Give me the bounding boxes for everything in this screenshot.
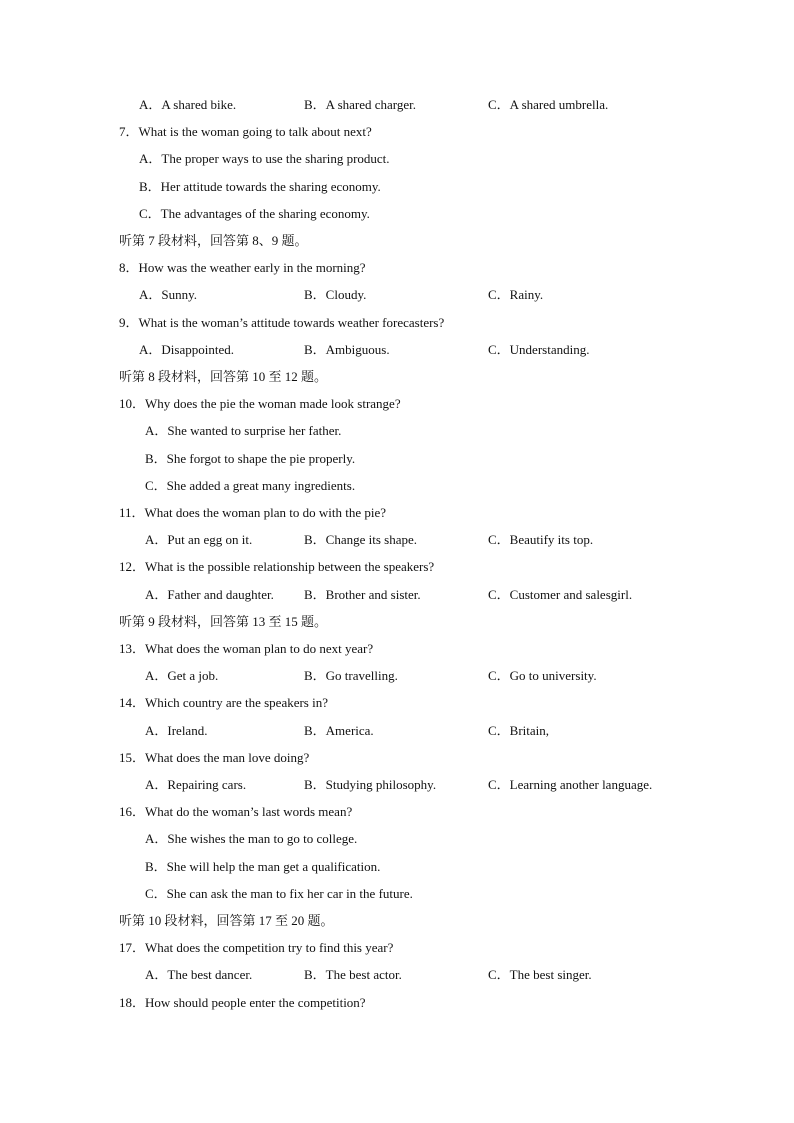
answer-option-row <box>0 149 794 169</box>
answer-options-row <box>0 965 794 985</box>
answer-options-row <box>0 530 794 550</box>
question-text: 12．What is the possible relationship between the speakers? <box>119 559 435 574</box>
question-text: 8．How was the weather early in the morning? <box>119 260 366 275</box>
option-b: B．Studying philosophy. <box>304 777 437 792</box>
answer-options-row <box>0 775 794 795</box>
option-a: A．Disappointed. <box>139 342 234 357</box>
option-a: A．Get a job. <box>145 668 219 683</box>
answer-option: C．She added a great many ingredients. <box>145 478 356 493</box>
option-b: B．Go travelling. <box>304 668 398 683</box>
answer-options-row <box>0 285 794 305</box>
answer-option: C．She can ask the man to fix her car in the future. <box>145 886 413 901</box>
question-text: 7．What is the woman going to talk about next? <box>119 124 372 139</box>
answer-option: B．Her attitude towards the sharing economy. <box>139 179 381 194</box>
question-text: 10．Why does the pie the woman made look strange? <box>119 396 401 411</box>
option-a: A．Put an egg on it. <box>145 532 253 547</box>
option-b: B．America. <box>304 723 374 738</box>
answer-options-row <box>0 721 794 741</box>
question-text: 15．What does the man love doing? <box>119 750 310 765</box>
answer-options-row <box>0 666 794 686</box>
option-a: A．The best dancer. <box>145 967 253 982</box>
answer-options-row <box>0 95 794 115</box>
option-c: C．A shared umbrella. <box>488 97 609 112</box>
question-text: 16．What do the woman’s last words mean? <box>119 804 353 819</box>
section-instruction: 听第 10 段材料，回答第 17 至 20 题。 <box>119 913 334 928</box>
option-a: A．Sunny. <box>139 287 198 302</box>
question-text: 11．What does the woman plan to do with the pie? <box>119 505 387 520</box>
question-text: 17．What does the competition try to find this year? <box>119 940 394 955</box>
answer-option: B．She will help the man get a qualification. <box>145 859 381 874</box>
answer-option-row <box>0 449 794 469</box>
answer-options-row <box>0 585 794 605</box>
question-text: 13．What does the woman plan to do next year? <box>119 641 374 656</box>
option-b: B．A shared charger. <box>304 97 417 112</box>
question-text: 18．How should people enter the competition? <box>119 995 366 1010</box>
option-b: B．Ambiguous. <box>304 342 390 357</box>
section-instruction: 听第 7 段材料，回答第 8、9 题。 <box>119 233 308 248</box>
option-b: B．The best actor. <box>304 967 402 982</box>
option-c: C．Beautify its top. <box>488 532 594 547</box>
option-c: C．Customer and salesgirl. <box>488 587 633 602</box>
question-text: 9．What is the woman’s attitude towards weather forecasters? <box>119 315 445 330</box>
option-a: A．Ireland. <box>145 723 208 738</box>
section-instruction: 听第 9 段材料，回答第 13 至 15 题。 <box>119 614 328 629</box>
answer-option: C．The advantages of the sharing economy. <box>139 206 370 221</box>
answer-option-row <box>0 829 794 849</box>
answer-option-row <box>0 177 794 197</box>
answer-option-row <box>0 857 794 877</box>
option-b: B．Brother and sister. <box>304 587 421 602</box>
answer-option: A．She wishes the man to go to college. <box>145 831 358 846</box>
answer-option-row <box>0 884 794 904</box>
answer-option: A．She wanted to surprise her father. <box>145 423 342 438</box>
option-a: A．A shared bike. <box>139 97 237 112</box>
option-c: C．The best singer. <box>488 967 592 982</box>
answer-option-row <box>0 204 794 224</box>
answer-option: A．The proper ways to use the sharing product. <box>139 151 390 166</box>
option-c: C．Britain, <box>488 723 550 738</box>
option-a: A．Father and daughter. <box>145 587 274 602</box>
question-text: 14．Which country are the speakers in? <box>119 695 329 710</box>
answer-option: B．She forgot to shape the pie properly. <box>145 451 356 466</box>
option-c: C．Go to university. <box>488 668 597 683</box>
option-c: C．Rainy. <box>488 287 544 302</box>
option-b: B．Change its shape. <box>304 532 418 547</box>
answer-option-row <box>0 476 794 496</box>
option-b: B．Cloudy. <box>304 287 367 302</box>
section-instruction: 听第 8 段材料，回答第 10 至 12 题。 <box>119 369 328 384</box>
answer-option-row <box>0 421 794 441</box>
option-c: C．Learning another language. <box>488 777 653 792</box>
answer-options-row <box>0 340 794 360</box>
option-a: A．Repairing cars. <box>145 777 247 792</box>
option-c: C．Understanding. <box>488 342 590 357</box>
